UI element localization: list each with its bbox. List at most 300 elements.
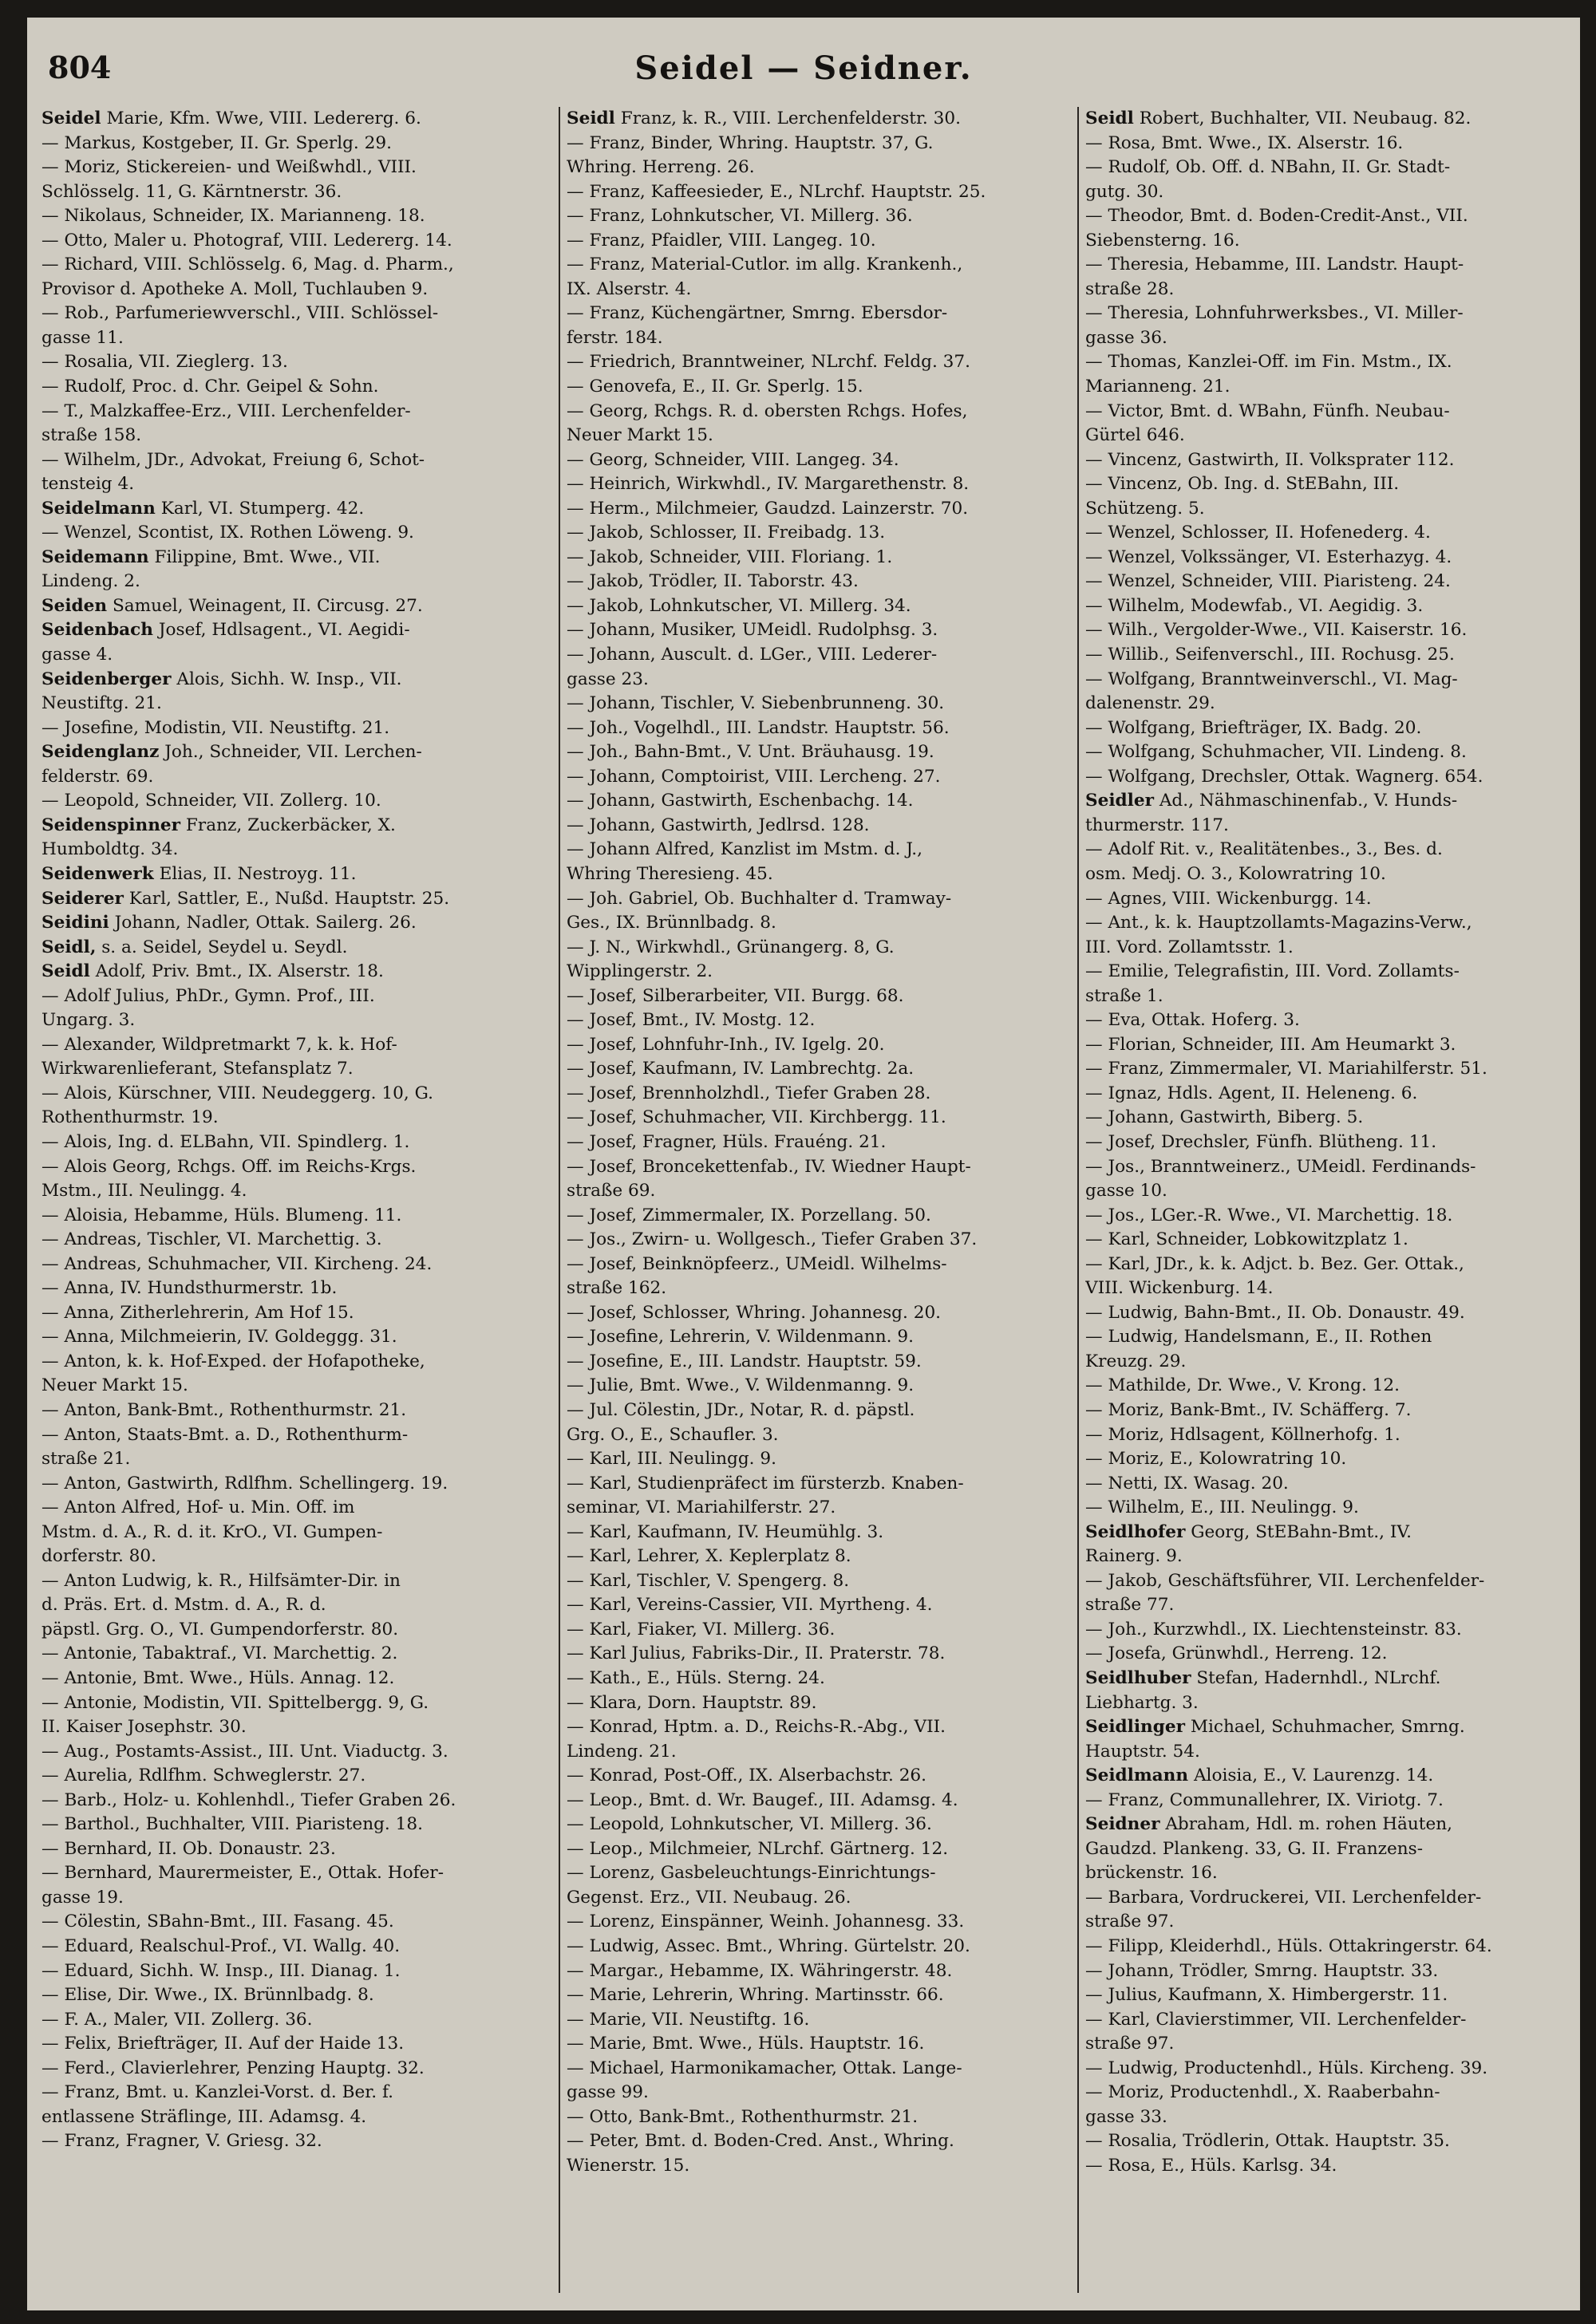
entry-text: — Thomas, Kanzlei-Off. im Fin. Mstm., IX. <box>1085 352 1452 373</box>
directory-entry-line <box>41 1301 552 1326</box>
entry-text: — Richard, VIII. Schlösselg. 6, Mag. d. Pharm., <box>41 254 454 275</box>
surname-heading: Seidlhuber <box>1085 1668 1191 1688</box>
directory-entry-line <box>567 132 1071 156</box>
directory-entry-line <box>41 1861 552 1886</box>
entry-text: Gegenst. Erz., VII. Neubaug. 26. <box>567 1887 851 1908</box>
directory-entry-line <box>567 887 1071 912</box>
surname-heading: Seidner <box>1085 1814 1160 1835</box>
entry-text: Provisor d. Apotheke A. Moll, Tuchlauben 9. <box>41 278 429 299</box>
entry-text: — Jakob, Schneider, VIII. Floriang. 1. <box>567 546 893 567</box>
directory-entry-line <box>1085 960 1567 984</box>
directory-entry-line <box>41 546 552 570</box>
entry-text: — Lorenz, Einspänner, Weinh. Johannesg. 33. <box>567 1912 965 1932</box>
directory-entry-line <box>567 2057 1071 2081</box>
entry-text: — Anton, k. k. Hof-Exped. der Hofapotheke, <box>41 1351 425 1371</box>
entry-text: — Vincenz, Gastwirth, II. Volksprater 112. <box>1085 449 1455 470</box>
directory-entry-line <box>41 1228 552 1253</box>
entry-text: — Josef, Kaufmann, IV. Lambrechtg. 2a. <box>567 1059 915 1079</box>
entry-text: — Anton Alfred, Hof- u. Min. Off. im <box>41 1497 355 1518</box>
directory-entry-line <box>567 1642 1071 1667</box>
directory-entry-line <box>41 1935 552 1959</box>
entry-text: — Markus, Kostgeber, II. Gr. Sperlg. 29. <box>41 132 392 153</box>
directory-entry-line <box>1085 1496 1567 1521</box>
entry-text: — Ludwig, Productenhdl., Hüls. Kircheng. 39. <box>1085 2058 1488 2078</box>
directory-entry-line <box>1085 521 1567 546</box>
directory-entry-line <box>567 911 1071 936</box>
directory-entry-line <box>41 594 552 619</box>
entry-text: — Antonie, Modistin, VII. Spittelbergg. 9, G. <box>41 1692 429 1713</box>
page-number: 804 <box>48 49 112 85</box>
directory-entry-line <box>41 1569 552 1594</box>
entry-text: gasse 33. <box>1085 2106 1167 2127</box>
directory-entry-line <box>41 1837 552 1862</box>
column-rule <box>559 107 560 2293</box>
directory-entry-line <box>41 278 552 302</box>
directory-entry-line <box>1085 1350 1567 1375</box>
column-3 <box>1085 107 1567 2301</box>
entry-text: — F. A., Maler, VII. Zollerg. 36. <box>41 2009 313 2030</box>
directory-entry-line <box>1085 570 1567 594</box>
directory-entry-line <box>567 1959 1071 1984</box>
directory-entry-line <box>567 1837 1071 1862</box>
entry-text: Adolf, Priv. Bmt., IX. Alserstr. 18. <box>89 961 384 982</box>
entry-text: — Eduard, Realschul-Prof., VI. Wallg. 40. <box>41 1936 401 1957</box>
directory-entry-line <box>567 1983 1071 2008</box>
entry-text: — Ludwig, Handelsmann, E., II. Rothen <box>1085 1327 1432 1347</box>
entry-text: Schützeng. 5. <box>1085 498 1205 519</box>
entry-text: Abraham, Hdl. m. rohen Häuten, <box>1159 1814 1453 1835</box>
entry-text: — Wilhelm, E., III. Neulingg. 9. <box>1085 1497 1359 1518</box>
entry-text: Neustiftg. 21. <box>41 693 162 714</box>
directory-entry-line <box>41 1593 552 1618</box>
directory-entry-line <box>41 1057 552 1082</box>
entry-text: — Franz, Binder, Whring. Hauptstr. 37, G. <box>567 132 934 153</box>
directory-page <box>27 18 1580 2310</box>
directory-entry-line <box>567 107 1071 132</box>
directory-entry-line <box>567 1667 1071 1691</box>
entry-text: Karl, Sattler, E., Nußd. Hauptstr. 25. <box>123 888 450 909</box>
entry-text: — Alois, Kürschner, VIII. Neudeggerg. 10, G. <box>41 1083 433 1103</box>
entry-text: — Josef, Beinknöpfeerz., UMeidl. Wilhelms- <box>567 1253 947 1274</box>
entry-text: — Anna, Milchmeierin, IV. Goldeggg. 31. <box>41 1327 397 1347</box>
entry-text: Gaudzd. Plankeng. 33, G. II. Franzens- <box>1085 1838 1424 1859</box>
entry-text: Karl, VI. Stumperg. 42. <box>155 498 365 519</box>
directory-entry-line <box>41 253 552 278</box>
directory-entry-line <box>567 618 1071 643</box>
directory-entry-line <box>41 1910 552 1935</box>
directory-entry-line <box>567 326 1071 351</box>
directory-entry-line <box>1085 497 1567 522</box>
entry-text: — Moriz, Productenhdl., X. Raaberbahn- <box>1085 2082 1440 2103</box>
entry-text: — Josef, Drechsler, Fünfh. Blütheng. 11. <box>1085 1131 1437 1152</box>
directory-entry-line <box>1085 716 1567 741</box>
directory-entry-line <box>41 668 552 692</box>
entry-text: Stefan, Hadernhdl., NLrchf. <box>1191 1668 1441 1688</box>
directory-entry-line <box>567 1472 1071 1497</box>
directory-entry-line <box>41 107 552 132</box>
entry-text: — Anton, Gastwirth, Rdlfhm. Schellingerg. 19. <box>41 1473 448 1493</box>
directory-entry-line <box>567 765 1071 790</box>
directory-entry-line <box>567 814 1071 838</box>
directory-entry-line <box>41 2057 552 2081</box>
directory-entry-line <box>41 960 552 984</box>
directory-entry-line <box>41 1033 552 1058</box>
entry-text: — Moriz, Stickereien- und Weißwhdl., VIII. <box>41 157 417 178</box>
directory-entry-line <box>1085 302 1567 326</box>
directory-entry-line <box>41 1496 552 1521</box>
directory-entry-line <box>41 1959 552 1984</box>
surname-heading: Seidenwerk <box>41 863 154 884</box>
directory-entry-line <box>41 862 552 887</box>
entry-text: — Otto, Maler u. Photograf, VIII. Ledererg. 14. <box>41 230 452 251</box>
entry-text: — Franz, Lohnkutscher, VI. Millerg. 36. <box>567 206 913 227</box>
directory-entry-line <box>41 1642 552 1667</box>
entry-text: — Karl, Clavierstimmer, VII. Lerchenfelder- <box>1085 2009 1467 2030</box>
entry-text: Wirkwarenlieferant, Stefansplatz 7. <box>41 1059 354 1079</box>
directory-entry-line <box>41 1325 552 1350</box>
entry-text: gasse 99. <box>567 2082 649 2103</box>
directory-entry-line <box>1085 643 1567 668</box>
entry-text: — Johann, Gastwirth, Biberg. 5. <box>1085 1107 1364 1128</box>
entry-text: Grg. O., E., Schaufler. 3. <box>567 1424 779 1445</box>
directory-entry-line <box>567 2105 1071 2130</box>
entry-text: — Georg, Rchgs. R. d. obersten Rchgs. Hofes, <box>567 400 968 421</box>
entry-text: straße 28. <box>1085 278 1175 299</box>
entry-text: Kreuzg. 29. <box>1085 1351 1187 1371</box>
entry-text: — Rosalia, Trödlerin, Ottak. Hauptstr. 35. <box>1085 2131 1450 2152</box>
directory-entry-line <box>41 2081 552 2105</box>
entry-text: — Cölestin, SBahn-Bmt., III. Fasang. 45. <box>41 1912 394 1932</box>
entry-text: — Elise, Dir. Wwe., IX. Brünnlbadg. 8. <box>41 1985 374 2006</box>
directory-entry-line <box>567 1861 1071 1886</box>
entry-text: — Karl, III. Neulingg. 9. <box>567 1449 777 1470</box>
directory-entry-line <box>567 1130 1071 1155</box>
entry-text: Elias, II. Nestroyg. 11. <box>153 863 357 884</box>
directory-entry-line <box>1085 1764 1567 1789</box>
directory-entry-line <box>567 2154 1071 2179</box>
directory-entry-line <box>1085 2105 1567 2130</box>
entry-text: Siebensterng. 16. <box>1085 230 1240 251</box>
entry-text: — Ant., k. k. Hauptzollamts-Magazins-Verw., <box>1085 913 1472 933</box>
entry-text: — Johann, Musiker, UMeidl. Rudolphsg. 3. <box>567 620 938 641</box>
entry-text: — Franz, Zimmermaler, VI. Mariahilferstr. 51. <box>1085 1059 1487 1079</box>
directory-entry-line <box>1085 1813 1567 1837</box>
directory-entry-line <box>41 1155 552 1180</box>
entry-text: — Jul. Cölestin, JDr., Notar, R. d. päpstl. <box>567 1399 915 1420</box>
directory-entry-line <box>567 1521 1071 1545</box>
entry-text: Lindeng. 2. <box>41 571 140 592</box>
entry-text: — Josef, Bmt., IV. Mostg. 12. <box>567 1010 816 1031</box>
entry-text: — Alois Georg, Rchgs. Off. im Reichs-Krgs. <box>41 1156 417 1177</box>
entry-text: — Agnes, VIII. Wickenburgg. 14. <box>1085 888 1372 909</box>
directory-entry-line <box>1085 814 1567 838</box>
directory-entry-line <box>41 1276 552 1301</box>
directory-entry-line <box>567 1935 1071 1959</box>
directory-entry-line <box>567 1740 1071 1765</box>
entry-text: Liebhartg. 3. <box>1085 1692 1199 1713</box>
directory-entry-line <box>567 1325 1071 1350</box>
entry-text: — J. N., Wirkwhdl., Grünangerg. 8, G. <box>567 937 895 957</box>
entry-text: straße 77. <box>1085 1595 1175 1616</box>
directory-entry-line <box>1085 1837 1567 1862</box>
entry-text: — Karl, JDr., k. k. Adjct. b. Bez. Ger. Ottak., <box>1085 1253 1464 1274</box>
directory-entry-line <box>1085 1399 1567 1423</box>
directory-entry-line <box>41 2032 552 2057</box>
directory-entry-line <box>567 278 1071 302</box>
surname-heading: Seidel <box>41 109 101 128</box>
entry-text: — Johann, Comptoirist, VIII. Lercheng. 27. <box>567 766 941 787</box>
directory-entry-line <box>567 1691 1071 1716</box>
directory-entry-line <box>567 1813 1071 1837</box>
entry-text: Neuer Markt 15. <box>41 1375 188 1396</box>
directory-entry-line <box>41 1521 552 1545</box>
entry-text: — Andreas, Schuhmacher, VII. Kircheng. 24. <box>41 1253 433 1274</box>
directory-entry-line <box>1085 1082 1567 1107</box>
directory-entry-line <box>1085 692 1567 716</box>
entry-text: — Franz, Küchengärtner, Smrng. Ebersdor- <box>567 303 948 324</box>
directory-entry-line <box>1085 204 1567 229</box>
entry-text: — Wolfgang, Branntweinverschl., VI. Mag- <box>1085 669 1458 689</box>
entry-text: — Wilhelm, JDr., Advokat, Freiung 6, Schot- <box>41 449 425 470</box>
directory-entry-line <box>1085 1545 1567 1569</box>
directory-entry-line <box>41 1253 552 1277</box>
directory-entry-line <box>41 1740 552 1765</box>
surname-heading: Seidl <box>567 109 615 128</box>
entry-text: — Aloisia, Hebamme, Hüls. Blumeng. 11. <box>41 1205 402 1225</box>
directory-entry-line <box>1085 350 1567 375</box>
directory-entry-line <box>567 2008 1071 2033</box>
directory-entry-line <box>1085 472 1567 497</box>
directory-entry-line <box>567 546 1071 570</box>
directory-entry-line <box>567 448 1071 473</box>
directory-entry-line <box>41 936 552 961</box>
directory-entry-line <box>41 1813 552 1837</box>
entry-text: — Leopold, Schneider, VII. Zollerg. 10. <box>41 791 381 811</box>
entry-text: gasse 4. <box>41 645 113 665</box>
entry-text: dalenenstr. 29. <box>1085 693 1215 714</box>
directory-entry-line <box>567 1618 1071 1643</box>
entry-text: s. a. Seidel, Seydel u. Seydl. <box>96 937 348 957</box>
directory-entry-line <box>567 1155 1071 1180</box>
directory-entry-line <box>41 789 552 814</box>
entry-text: — Joh., Bahn-Bmt., V. Unt. Bräuhausg. 19. <box>567 742 934 763</box>
entry-text: — Ferd., Clavierlehrer, Penzing Hauptg. 32. <box>41 2058 425 2078</box>
directory-entry-line <box>41 2008 552 2033</box>
directory-entry-line <box>567 740 1071 765</box>
entry-text: Franz, Zuckerbäcker, X. <box>180 815 396 835</box>
directory-entry-line <box>567 1764 1071 1789</box>
directory-entry-line <box>41 838 552 862</box>
directory-entry-line <box>1085 862 1567 887</box>
entry-text: — Johann, Trödler, Smrng. Hauptstr. 33. <box>1085 1960 1439 1981</box>
entry-text: — Josef, Schlosser, Whring. Johannesg. 20. <box>567 1302 942 1323</box>
entry-text: — Karl, Fiaker, VI. Millerg. 36. <box>567 1619 836 1639</box>
directory-entry-line <box>1085 838 1567 862</box>
entry-text: — Josefa, Grünwhdl., Herreng. 12. <box>1085 1643 1388 1664</box>
entry-text: — Vincenz, Ob. Ing. d. StEBahn, III. <box>1085 474 1400 495</box>
directory-entry-line <box>41 2105 552 2130</box>
directory-entry-line <box>1085 156 1567 180</box>
directory-entry-line <box>1085 1204 1567 1229</box>
entry-text: — Florian, Schneider, III. Am Heumarkt 3. <box>1085 1034 1456 1055</box>
entry-text: — Jakob, Trödler, II. Taborstr. 43. <box>567 571 859 592</box>
directory-entry-line <box>567 960 1071 984</box>
entry-text: straße 97. <box>1085 1912 1175 1932</box>
directory-entry-line <box>41 984 552 1009</box>
directory-entry-line <box>41 716 552 741</box>
entry-text: Ges., IX. Brünnlbadg. 8. <box>567 913 776 933</box>
entry-text: Lindeng. 21. <box>567 1741 677 1762</box>
directory-entry-line <box>1085 2057 1567 2081</box>
directory-entry-line <box>41 1179 552 1204</box>
entry-text: — Otto, Bank-Bmt., Rothenthurmstr. 21. <box>567 2106 918 2127</box>
directory-entry-line <box>567 204 1071 229</box>
entry-text: Marianneng. 21. <box>1085 377 1231 397</box>
entry-text: Marie, Kfm. Wwe, VIII. Ledererg. 6. <box>101 109 421 128</box>
entry-text: — Julie, Bmt. Wwe., V. Wildenmanng. 9. <box>567 1375 915 1396</box>
directory-entry-line <box>1085 107 1567 132</box>
directory-entry-line <box>41 1423 552 1448</box>
directory-entry-line <box>1085 618 1567 643</box>
directory-entry-line <box>567 1910 1071 1935</box>
entry-text: VIII. Wickenburg. 14. <box>1085 1278 1274 1299</box>
directory-entry-line <box>567 1569 1071 1594</box>
entry-text: — Josef, Silberarbeiter, VII. Burgg. 68. <box>567 985 904 1006</box>
directory-entry-line <box>41 2129 552 2154</box>
entry-text: Humboldtg. 34. <box>41 839 179 860</box>
directory-entry-line <box>1085 180 1567 205</box>
entry-text: Wienerstr. 15. <box>567 2155 690 2176</box>
directory-entry-line <box>1085 229 1567 254</box>
directory-entry-line <box>567 400 1071 424</box>
entry-text: — Jakob, Lohnkutscher, VI. Millerg. 34. <box>567 595 911 616</box>
surname-heading: Seidl, <box>41 937 97 957</box>
entry-text: gasse 36. <box>1085 327 1167 348</box>
entry-text: Neuer Markt 15. <box>567 425 713 446</box>
directory-entry-line <box>567 1374 1071 1399</box>
directory-entry-line <box>1085 668 1567 692</box>
entry-text: — Adolf Rit. v., Realitätenbes., 3., Bes. d. <box>1085 839 1443 860</box>
entry-text: — Leop., Bmt. d. Wr. Baugef., III. Adamsg. 4. <box>567 1789 958 1810</box>
entry-text: — Franz, Pfaidler, VIII. Langeg. 10. <box>567 230 876 251</box>
entry-text: — Wenzel, Scontist, IX. Rothen Löweng. 9. <box>41 523 414 543</box>
entry-text: — Joh., Vogelhdl., III. Landstr. Hauptstr. 56. <box>567 717 950 738</box>
entry-text: — Felix, Briefträger, II. Auf der Haide 13. <box>41 2034 405 2054</box>
surname-heading: Seidini <box>41 913 109 933</box>
entry-text: — Josef, Fragner, Hüls. Frauéng. 21. <box>567 1131 887 1152</box>
entry-text: — Barb., Holz- u. Kohlenhdl., Tiefer Graben 26. <box>41 1789 456 1810</box>
directory-entry-line <box>567 643 1071 668</box>
directory-entry-line <box>1085 1886 1567 1911</box>
entry-text: — Joh., Kurzwhdl., IX. Liechtensteinstr. 83. <box>1085 1619 1462 1639</box>
directory-entry-line <box>567 1593 1071 1618</box>
directory-entry-line <box>1085 1569 1567 1594</box>
directory-entry-line <box>567 229 1071 254</box>
entry-text: gasse 10. <box>1085 1181 1167 1201</box>
directory-entry-line <box>1085 2032 1567 2057</box>
surname-heading: Seidlmann <box>1085 1766 1189 1786</box>
entry-text: thurmerstr. 117. <box>1085 815 1229 835</box>
directory-entry-line <box>1085 2081 1567 2105</box>
entry-text: Gürtel 646. <box>1085 425 1185 446</box>
directory-entry-line <box>567 2032 1071 2057</box>
directory-entry-line <box>41 497 552 522</box>
entry-text: Alois, Sichh. W. Insp., VII. <box>171 669 402 689</box>
directory-entry-line <box>41 765 552 790</box>
entry-text: — Jakob, Schlosser, II. Freibadg. 13. <box>567 523 886 543</box>
entry-text: — Barthol., Buchhalter, VIII. Piaristeng. 18. <box>41 1814 423 1835</box>
entry-text: Rainerg. 9. <box>1085 1546 1183 1567</box>
entry-text: — Marie, VII. Neustiftg. 16. <box>567 2009 810 2030</box>
surname-heading: Seiden <box>41 595 108 616</box>
entry-text: III. Vord. Zollamtsstr. 1. <box>1085 937 1294 957</box>
surname-heading: Seidenspinner <box>41 815 181 835</box>
entry-text: — Aurelia, Rdlfhm. Schweglerstr. 27. <box>41 1766 366 1786</box>
entry-text: — Theresia, Lohnfuhrwerksbes., VI. Miller- <box>1085 303 1464 324</box>
directory-entry-line <box>41 1886 552 1911</box>
entry-text: straße 162. <box>567 1278 667 1299</box>
directory-entry-line <box>1085 1276 1567 1301</box>
directory-entry-line <box>1085 765 1567 790</box>
directory-entry-line <box>567 1496 1071 1521</box>
entry-text: — Willib., Seifenverschl., III. Rochusg. 25. <box>1085 645 1455 665</box>
entry-text: — Franz, Kaffeesieder, E., NLrchf. Hauptstr. 25. <box>567 181 986 202</box>
surname-heading: Seidelmann <box>41 498 156 519</box>
directory-entry-line <box>41 887 552 912</box>
directory-entry-line <box>1085 1447 1567 1472</box>
directory-entry-line <box>1085 1179 1567 1204</box>
entry-text: — Wenzel, Schneider, VIII. Piaristeng. 24. <box>1085 571 1451 592</box>
directory-entry-line <box>41 643 552 668</box>
entry-text: Wipplingerstr. 2. <box>567 961 713 982</box>
entry-text: Ad., Nähmaschinenfab., V. Hunds- <box>1153 791 1458 811</box>
directory-entry-line <box>567 1715 1071 1740</box>
directory-entry-line <box>1085 546 1567 570</box>
entry-text: — Bernhard, Maurermeister, E., Ottak. Hofer- <box>41 1863 444 1884</box>
entry-text: — Netti, IX. Wasag. 20. <box>1085 1473 1289 1493</box>
directory-entry-line <box>41 570 552 594</box>
entry-text: — Franz, Fragner, V. Griesg. 32. <box>41 2131 322 2152</box>
directory-entry-line <box>41 1618 552 1643</box>
surname-heading: Seidler <box>1085 791 1154 811</box>
directory-entry-line <box>1085 1253 1567 1277</box>
entry-text: felderstr. 69. <box>41 766 154 787</box>
entry-text: — Wenzel, Volkssänger, VI. Esterhazyg. 4. <box>1085 546 1452 567</box>
directory-entry-line <box>567 570 1071 594</box>
directory-entry-line <box>567 1057 1071 1082</box>
entry-text: — Wilhelm, Modewfab., VI. Aegidig. 3. <box>1085 595 1424 616</box>
directory-entry-line <box>41 302 552 326</box>
entry-text: — Georg, Schneider, VIII. Langeg. 34. <box>567 449 899 470</box>
directory-entry-line <box>41 375 552 400</box>
entry-text: — Karl, Lehrer, X. Keplerplatz 8. <box>567 1546 851 1567</box>
directory-entry-line <box>1085 1691 1567 1716</box>
directory-entry-line <box>41 618 552 643</box>
entry-text: — Moriz, Bank-Bmt., IV. Schäfferg. 7. <box>1085 1399 1412 1420</box>
entry-text: — Anna, IV. Hundsthurmerstr. 1b. <box>41 1278 338 1299</box>
entry-text: — Joh. Gabriel, Ob. Buchhalter d. Tramway- <box>567 888 952 909</box>
directory-entry-line <box>41 1082 552 1107</box>
directory-entry-line <box>1085 1642 1567 1667</box>
entry-text: — Friedrich, Branntweiner, NLrchf. Feldg. 37. <box>567 352 971 373</box>
page-header <box>27 49 1580 105</box>
directory-entry-line <box>41 1399 552 1423</box>
directory-entry-line <box>567 424 1071 448</box>
entry-text: — Karl, Tischler, V. Spengerg. 8. <box>567 1570 850 1591</box>
directory-entry-line <box>567 716 1071 741</box>
entry-text: — Aug., Postamts-Assist., III. Unt. Viaductg. 3. <box>41 1741 448 1762</box>
directory-entry-line <box>41 424 552 448</box>
